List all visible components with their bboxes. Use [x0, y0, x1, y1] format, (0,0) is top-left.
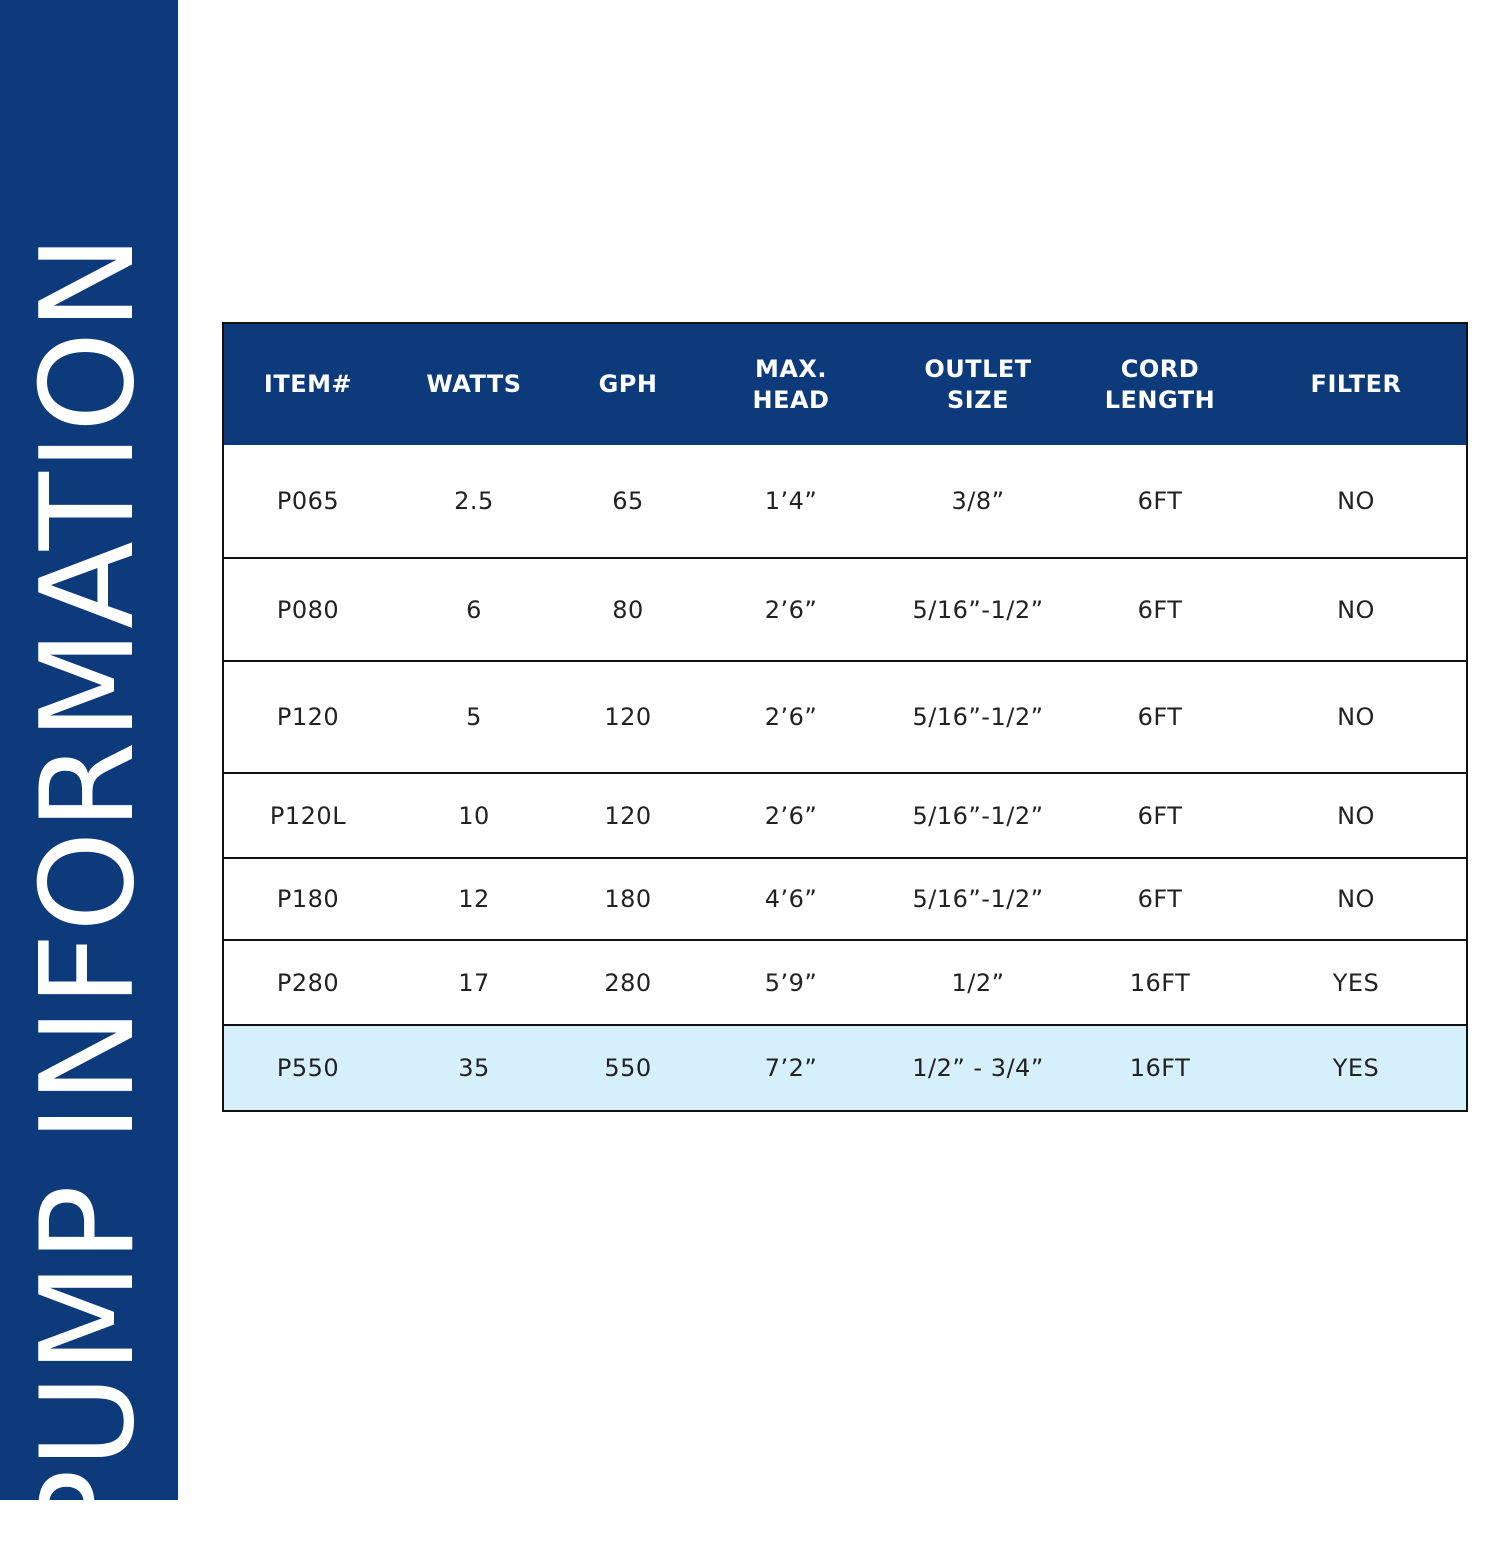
- header-watts-label: WATTS: [426, 370, 522, 398]
- header-outlet-size-label: OUTLET SIZE: [924, 354, 1032, 414]
- header-outlet-size: [893, 324, 1063, 445]
- cell-watts: 5: [466, 703, 482, 731]
- cell-item: P120L: [269, 801, 347, 830]
- cell-filter: NO: [1337, 595, 1375, 624]
- cell-watts: 2.5: [454, 487, 494, 515]
- cell-watts: 10: [458, 801, 490, 830]
- cell-watts: 12: [458, 885, 490, 913]
- cell-cord-length: 6FT: [1137, 487, 1183, 515]
- side-banner: [0, 0, 178, 1546]
- pump-spec-table: [222, 322, 1468, 1112]
- cell-gph: 180: [604, 885, 652, 913]
- header-item-label: ITEM#: [263, 370, 353, 398]
- cell-watts: 35: [458, 1054, 490, 1082]
- cell-cord-length: 6FT: [1137, 885, 1183, 913]
- header-max-head-label: MAX. HEAD: [752, 354, 830, 414]
- table-row: [224, 939, 1466, 1024]
- header-cord-length-label: CORD LENGTH: [1104, 354, 1216, 414]
- cell-item: P080: [276, 595, 340, 624]
- cell-outlet-size: 1/2”: [951, 968, 1005, 997]
- cell-outlet-size: 5/16”-1/2”: [912, 703, 1044, 731]
- header-cord-length: [1075, 324, 1245, 445]
- header-watts: [389, 324, 559, 445]
- cell-max-head: 2’6”: [764, 595, 818, 624]
- table-row: [224, 660, 1466, 772]
- cell-filter: NO: [1337, 487, 1375, 515]
- table-row: [224, 445, 1466, 557]
- cell-outlet-size: 1/2” - 3/4”: [912, 1054, 1044, 1082]
- cell-cord-length: 6FT: [1137, 703, 1183, 731]
- table-header: [224, 324, 1466, 445]
- cell-outlet-size: 3/8”: [951, 487, 1005, 515]
- cell-item: P180: [276, 885, 340, 913]
- banner-title: PUMP INFORMATION: [14, 233, 163, 1546]
- cell-outlet-size: 5/16”-1/2”: [912, 595, 1044, 624]
- cell-watts: 17: [458, 968, 490, 997]
- cell-max-head: 2’6”: [764, 801, 818, 830]
- header-gph: [543, 324, 713, 445]
- cell-max-head: 4’6”: [764, 885, 818, 913]
- cell-outlet-size: 5/16”-1/2”: [912, 801, 1044, 830]
- cell-cord-length: 6FT: [1137, 801, 1183, 830]
- table-row: [224, 1024, 1466, 1110]
- cell-gph: 120: [604, 703, 652, 731]
- cell-filter: NO: [1337, 885, 1375, 913]
- header-filter-label: FILTER: [1310, 370, 1402, 398]
- header-gph-label: GPH: [598, 370, 658, 398]
- cell-max-head: 5’9”: [764, 968, 818, 997]
- table-row: [224, 857, 1466, 939]
- cell-max-head: 1’4”: [764, 487, 818, 515]
- header-item: [223, 324, 393, 445]
- header-max-head: [706, 324, 876, 445]
- cell-gph: 120: [604, 801, 652, 830]
- cell-cord-length: 6FT: [1137, 595, 1183, 624]
- cell-gph: 65: [612, 487, 644, 515]
- cell-gph: 280: [604, 968, 652, 997]
- cell-item: P280: [276, 968, 340, 997]
- cell-max-head: 2’6”: [764, 703, 818, 731]
- cell-filter: YES: [1332, 968, 1380, 997]
- header-filter: [1271, 324, 1441, 445]
- cell-filter: YES: [1332, 1054, 1380, 1082]
- cell-item: P120: [276, 703, 340, 731]
- cell-cord-length: 16FT: [1129, 1054, 1191, 1082]
- cell-item: P550: [276, 1054, 340, 1082]
- cell-filter: NO: [1337, 703, 1375, 731]
- cell-filter: NO: [1337, 801, 1375, 830]
- cell-item: P065: [276, 487, 340, 515]
- cell-cord-length: 16FT: [1129, 968, 1191, 997]
- table-row: [224, 772, 1466, 857]
- cell-outlet-size: 5/16”-1/2”: [912, 885, 1044, 913]
- table-row: [224, 557, 1466, 660]
- cell-watts: 6: [466, 595, 482, 624]
- cell-gph: 550: [604, 1054, 652, 1082]
- cell-max-head: 7’2”: [764, 1054, 818, 1082]
- cell-gph: 80: [612, 595, 644, 624]
